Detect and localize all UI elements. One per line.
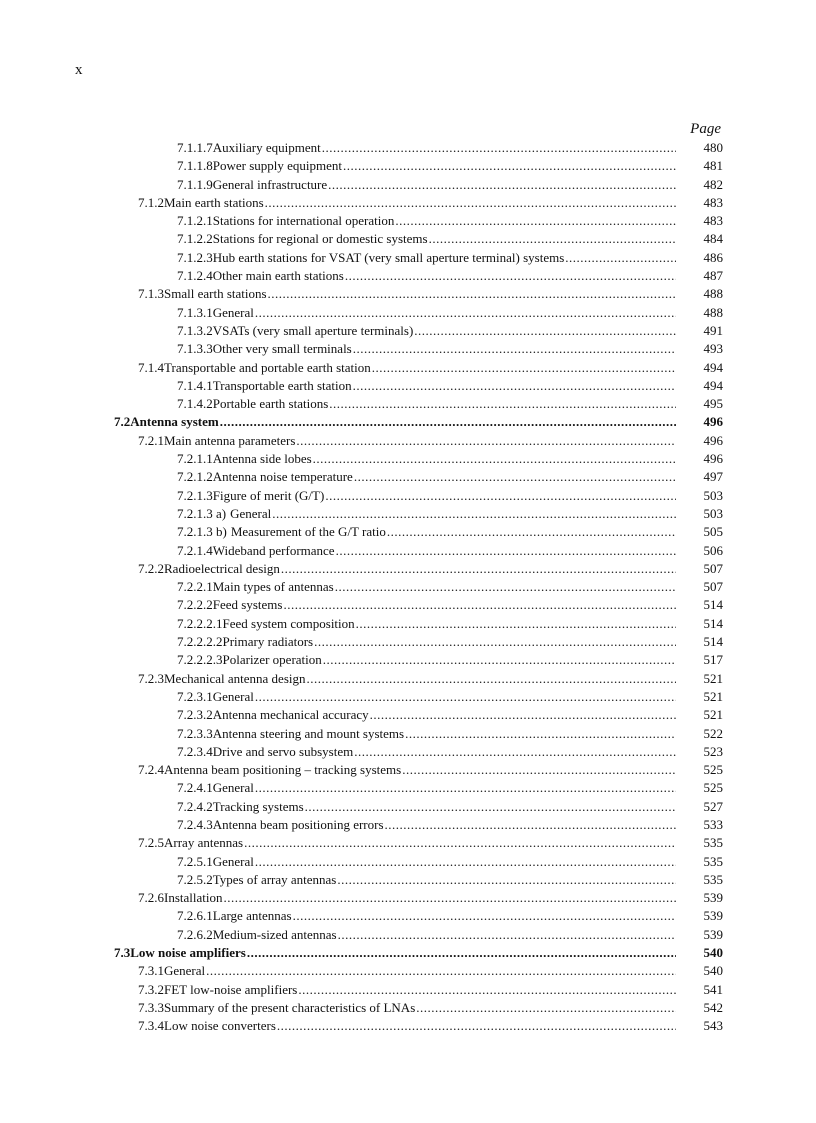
toc-section-number: 7.2.2.1 — [177, 579, 213, 595]
toc-entry[interactable] — [0, 395, 816, 413]
toc-page-number: 539 — [703, 908, 723, 924]
toc-entry-text — [177, 139, 676, 157]
toc-entry[interactable] — [0, 981, 816, 999]
toc-section-title: Figure of merit (G/T) — [212, 487, 325, 503]
toc-entry[interactable] — [0, 249, 816, 267]
dot-leader — [387, 523, 676, 541]
dot-leader — [272, 505, 676, 523]
toc-entry-text — [177, 542, 676, 560]
toc-entry[interactable] — [0, 194, 816, 212]
toc-page-number: 514 — [703, 634, 723, 650]
toc-page-number: 495 — [703, 396, 723, 412]
dot-leader — [325, 487, 676, 505]
toc-entry-text — [177, 633, 676, 651]
toc-section-number: 7.2.3.1 — [177, 688, 213, 704]
toc-entry[interactable] — [0, 944, 816, 962]
toc-section-title: General infrastructure — [212, 176, 328, 192]
toc-entry-text — [177, 487, 676, 505]
toc-page-number: 541 — [703, 981, 723, 997]
toc-section-number: 7.2.2.2.2 — [177, 634, 223, 650]
toc-section-title: Power supply equipment — [212, 158, 343, 174]
toc-page-number: 481 — [703, 158, 723, 174]
toc-page-number: 527 — [703, 798, 723, 814]
toc-entry[interactable] — [0, 907, 816, 925]
toc-section-title: VSATs (very small aperture terminals) — [212, 322, 414, 338]
toc-section-title: Array antennas — [164, 835, 244, 851]
toc-section-title: Tracking systems — [212, 798, 304, 814]
toc-page-number: 535 — [703, 871, 723, 887]
toc-page-number: 496 — [703, 414, 723, 430]
toc-entry[interactable] — [0, 560, 816, 578]
toc-entry[interactable] — [0, 615, 816, 633]
toc-entry[interactable] — [0, 962, 816, 980]
toc-entry-text — [177, 340, 676, 358]
toc-section-number: 7.2.6 — [138, 890, 164, 906]
toc-entry-text — [177, 450, 676, 468]
dot-leader — [281, 560, 676, 578]
toc-page-number: 507 — [703, 560, 723, 576]
toc-section-number: 7.2.2 — [138, 560, 164, 576]
toc-entry[interactable] — [0, 871, 816, 889]
toc-entry[interactable] — [0, 816, 816, 834]
dot-leader — [405, 725, 676, 743]
dot-leader — [220, 413, 676, 431]
toc-section-title: Installation — [164, 890, 223, 906]
toc-section-number: 7.2.1.2 — [177, 469, 213, 485]
toc-page-number: 535 — [703, 835, 723, 851]
toc-page-number: 517 — [703, 652, 723, 668]
toc-section-number: 7.2.6.2 — [177, 926, 213, 942]
toc-section-number: 7.2 — [114, 414, 131, 430]
toc-section-title: General — [212, 780, 254, 796]
toc-entry[interactable] — [0, 542, 816, 560]
toc-entry[interactable] — [0, 505, 816, 523]
toc-section-title: Antenna mechanical accuracy — [212, 707, 369, 723]
toc-section-number: 7.2.1.3 — [177, 487, 213, 503]
toc-page-number: 494 — [703, 377, 723, 393]
toc-page-number: 496 — [703, 432, 723, 448]
toc-section-title: General — [212, 853, 254, 869]
toc-section-title: Drive and servo subsystem — [212, 743, 354, 759]
toc-entry-text — [177, 176, 676, 194]
toc-entry-text — [138, 962, 676, 980]
toc-section-number: 7.1.2.1 — [177, 213, 213, 229]
toc-page-number: 525 — [703, 780, 723, 796]
toc-section-title: Antenna side lobes — [212, 451, 312, 467]
toc-section-title: Wideband performance — [212, 542, 335, 558]
toc-entry[interactable] — [0, 670, 816, 688]
dot-leader — [416, 999, 676, 1017]
dot-leader — [244, 834, 676, 852]
toc-page-number: 514 — [703, 615, 723, 631]
toc-entry-text — [138, 560, 676, 578]
toc-section-title: Measurement of the G/T ratio — [230, 524, 386, 540]
dot-leader — [322, 139, 676, 157]
toc-page-number: 543 — [703, 1018, 723, 1034]
toc-section-number: 7.1.2.4 — [177, 268, 213, 284]
dot-leader — [336, 542, 676, 560]
toc-page-number: 484 — [703, 231, 723, 247]
dot-leader — [283, 596, 676, 614]
toc-page-number: 539 — [703, 926, 723, 942]
toc-section-title: Antenna steering and mount systems — [212, 725, 405, 741]
toc-section-title: General — [230, 505, 272, 521]
toc-entry-text — [177, 871, 676, 889]
toc-page-number: 521 — [703, 688, 723, 704]
toc-entry[interactable] — [0, 285, 816, 303]
toc-page-number: 539 — [703, 890, 723, 906]
dot-leader — [395, 212, 676, 230]
toc-section-title: Hub earth stations for VSAT (very small aperture terminal) systems — [212, 249, 565, 265]
toc-section-title: Stations for regional or domestic systems — [212, 231, 428, 247]
dot-leader — [328, 176, 676, 194]
toc-entry[interactable] — [0, 468, 816, 486]
toc-section-number: 7.2.2.2 — [177, 597, 213, 613]
toc-entry-text — [177, 853, 676, 871]
toc-entry-text — [138, 194, 676, 212]
dot-leader — [255, 853, 676, 871]
toc-section-number: 7.1.4.1 — [177, 377, 213, 393]
toc-section-number: 7.1.1.9 — [177, 176, 213, 192]
dot-leader — [345, 267, 676, 285]
dot-leader — [224, 889, 677, 907]
dot-leader — [429, 230, 676, 248]
toc-section-title: Main earth stations — [164, 194, 264, 210]
toc-section-title: Feed systems — [212, 597, 283, 613]
toc-section-number: 7.3.1 — [138, 963, 164, 979]
toc-section-number: 7.1.3.1 — [177, 304, 213, 320]
dot-leader — [255, 304, 676, 322]
toc-section-number: 7.2.3.3 — [177, 725, 213, 741]
toc-page-number: 483 — [703, 213, 723, 229]
toc-section-title: Small earth stations — [164, 286, 267, 302]
toc-entry[interactable] — [0, 267, 816, 285]
dot-leader — [385, 816, 676, 834]
toc-entry[interactable] — [0, 999, 816, 1017]
toc-entry-text — [138, 285, 676, 303]
dot-leader — [354, 743, 676, 761]
toc-entry-text — [177, 249, 676, 267]
toc-section-number: 7.1.2.3 — [177, 249, 213, 265]
dot-leader — [356, 615, 676, 633]
toc-entry-text — [177, 725, 676, 743]
toc-entry-text — [177, 322, 676, 340]
toc-entry-text — [138, 432, 676, 450]
dot-leader — [268, 285, 676, 303]
toc-entry[interactable] — [0, 487, 816, 505]
toc-page-number: 493 — [703, 341, 723, 357]
toc-section-title: Radioelectrical design — [164, 560, 280, 576]
dot-leader — [255, 688, 676, 706]
toc-section-title: Antenna beam positioning errors — [212, 816, 384, 832]
toc-page-number: 486 — [703, 249, 723, 265]
toc-entry[interactable] — [0, 322, 816, 340]
toc-entry[interactable] — [0, 340, 816, 358]
toc-entry-text — [177, 212, 676, 230]
toc-section-number: 7.1.2.2 — [177, 231, 213, 247]
toc-section-title: Types of array antennas — [212, 871, 337, 887]
toc-entry-text — [177, 468, 676, 486]
toc-entry-text — [138, 981, 676, 999]
toc-page-number: 488 — [703, 286, 723, 302]
toc-section-number: 7.1.3.2 — [177, 322, 213, 338]
toc-section-title: Polarizer operation — [222, 652, 322, 668]
toc-entry[interactable] — [0, 761, 816, 779]
toc-section-number: 7.1.2 — [138, 194, 164, 210]
toc-page-number: 521 — [703, 670, 723, 686]
toc-section-title: Portable earth stations — [212, 396, 329, 412]
toc-section-number: 7.2.1.4 — [177, 542, 213, 558]
toc-entry[interactable] — [0, 578, 816, 596]
toc-section-title: General — [212, 304, 254, 320]
toc-section-title: General — [212, 688, 254, 704]
toc-page-number: 496 — [703, 451, 723, 467]
dot-leader — [329, 395, 676, 413]
toc-section-number: 7.2.5.1 — [177, 853, 213, 869]
toc-section-number: 7.2.1.3 b) — [177, 524, 227, 540]
toc-entry[interactable] — [0, 432, 816, 450]
toc-entry-text — [177, 688, 676, 706]
toc-entry-text — [177, 816, 676, 834]
toc-entry-text — [177, 505, 676, 523]
toc-page-number: 503 — [703, 505, 723, 521]
dot-leader — [255, 779, 676, 797]
toc-page-number: 491 — [703, 322, 723, 338]
toc-entry-text — [114, 944, 676, 962]
toc-entry[interactable] — [0, 1017, 816, 1035]
toc-section-number: 7.2.4.1 — [177, 780, 213, 796]
toc-entry[interactable] — [0, 377, 816, 395]
toc-entry[interactable] — [0, 743, 816, 761]
toc-entry[interactable] — [0, 212, 816, 230]
toc-entry[interactable] — [0, 926, 816, 944]
toc-entry[interactable] — [0, 230, 816, 248]
toc-entry-text — [177, 578, 676, 596]
toc-entry-text — [177, 907, 676, 925]
toc-entry[interactable] — [0, 633, 816, 651]
dot-leader — [335, 578, 676, 596]
toc-section-number: 7.2.1 — [138, 432, 164, 448]
toc-section-number: 7.1.1.8 — [177, 158, 213, 174]
toc-page-number: 525 — [703, 762, 723, 778]
toc-section-number: 7.2.5 — [138, 835, 164, 851]
toc-section-number: 7.1.1.7 — [177, 140, 213, 155]
toc-section-number: 7.2.1.1 — [177, 451, 213, 467]
toc-section-title: Other very small terminals — [212, 341, 352, 357]
dot-leader — [277, 1017, 676, 1035]
toc-section-title: Stations for international operation — [212, 213, 395, 229]
toc-section-number: 7.3.2 — [138, 981, 164, 997]
toc-page-number: 480 — [703, 140, 723, 155]
toc-page-number: 487 — [703, 268, 723, 284]
toc-entry[interactable] — [0, 779, 816, 797]
toc-section-number: 7.2.5.2 — [177, 871, 213, 887]
dot-leader — [293, 907, 676, 925]
dot-leader — [372, 359, 676, 377]
toc-entry[interactable] — [0, 651, 816, 669]
toc-page-number: 522 — [703, 725, 723, 741]
dot-leader — [296, 432, 676, 450]
dot-leader — [343, 157, 676, 175]
toc-section-number: 7.2.4.3 — [177, 816, 213, 832]
toc-page-number: 506 — [703, 542, 723, 558]
toc-entry-text — [138, 834, 676, 852]
dot-leader — [338, 926, 676, 944]
dot-leader — [354, 468, 676, 486]
toc-entry-text — [177, 706, 676, 724]
toc-section-title: Summary of the present characteristics of LNAs — [164, 999, 416, 1015]
toc-section-title: Auxiliary equipment — [212, 140, 321, 155]
toc-section-number: 7.2.3.4 — [177, 743, 213, 759]
toc-section-title: Other main earth stations — [212, 268, 344, 284]
toc-page-number: 540 — [703, 945, 723, 961]
toc-entry[interactable] — [0, 725, 816, 743]
toc-entry-text — [138, 999, 676, 1017]
toc-section-title: Antenna beam positioning – tracking systems — [164, 762, 402, 778]
dot-leader — [353, 377, 676, 395]
toc-section-number: 7.2.2.2.3 — [177, 652, 223, 668]
toc-entry[interactable] — [0, 706, 816, 724]
toc-section-number: 7.1.3 — [138, 286, 164, 302]
toc-entry[interactable] — [0, 523, 816, 541]
toc-section-title: Antenna system — [130, 414, 219, 430]
toc-section-number: 7.2.6.1 — [177, 908, 213, 924]
toc-entry[interactable] — [0, 834, 816, 852]
toc-page-number: 533 — [703, 816, 723, 832]
dot-leader — [414, 322, 676, 340]
toc-section-title: Low noise amplifiers — [130, 945, 246, 961]
toc-entry-text — [177, 157, 676, 175]
toc-page-number: 497 — [703, 469, 723, 485]
toc-section-title: General — [164, 963, 206, 979]
dot-leader — [305, 798, 676, 816]
toc-entry-text — [138, 761, 676, 779]
dot-leader — [370, 706, 676, 724]
toc-entry-text — [177, 779, 676, 797]
toc-section-title: Main types of antennas — [212, 579, 334, 595]
dot-leader — [206, 962, 676, 980]
dot-leader — [337, 871, 676, 889]
toc-section-title: Main antenna parameters — [164, 432, 296, 448]
toc-entry[interactable] — [0, 889, 816, 907]
toc-entry-text — [138, 359, 676, 377]
toc-page-number: 523 — [703, 743, 723, 759]
toc-page-number: 535 — [703, 853, 723, 869]
toc-entry-text — [177, 304, 676, 322]
toc-section-number: 7.2.4.2 — [177, 798, 213, 814]
toc-section-title: FET low-noise amplifiers — [164, 981, 298, 997]
toc-entry[interactable] — [0, 157, 816, 175]
toc-page-number: 503 — [703, 487, 723, 503]
toc-entry-text — [114, 413, 676, 431]
dot-leader — [314, 633, 676, 651]
toc-page-number: 507 — [703, 579, 723, 595]
toc-entry-text — [177, 523, 676, 541]
toc-entry[interactable] — [0, 304, 816, 322]
toc-entry-text — [177, 596, 676, 614]
toc-section-title: Antenna noise temperature — [212, 469, 353, 485]
toc-entry[interactable] — [0, 596, 816, 614]
toc-section-title: Transportable earth station — [212, 377, 352, 393]
toc-section-title: Low noise converters — [164, 1018, 276, 1034]
toc-section-title: Medium-sized antennas — [212, 926, 337, 942]
page-column-label: Page — [690, 121, 721, 137]
toc-entry[interactable] — [0, 413, 816, 431]
dot-leader — [323, 651, 676, 669]
toc-section-number: 7.1.3.3 — [177, 341, 213, 357]
toc-page-number: 542 — [703, 999, 723, 1015]
toc-section-title: Mechanical antenna design — [164, 670, 306, 686]
toc-entry-text — [138, 1017, 676, 1035]
dot-leader — [353, 340, 676, 358]
toc-section-title: Large antennas — [212, 908, 292, 924]
dot-leader — [565, 249, 676, 267]
toc-section-number: 7.2.3 — [138, 670, 164, 686]
toc-section-number: 7.2.1.3 a) — [177, 505, 227, 521]
toc-entry[interactable] — [0, 359, 816, 377]
toc-entry[interactable] — [0, 139, 816, 157]
toc-entry[interactable] — [0, 798, 816, 816]
toc-entry-text — [177, 798, 676, 816]
toc-section-number: 7.1.4 — [138, 359, 164, 375]
toc-section-number: 7.3.4 — [138, 1018, 164, 1034]
toc-entry[interactable] — [0, 176, 816, 194]
dot-leader — [247, 944, 676, 962]
toc-entry-text — [177, 267, 676, 285]
toc-entry-text — [177, 615, 676, 633]
toc-section-number: 7.2.4 — [138, 762, 164, 778]
toc-page-number: 521 — [703, 707, 723, 723]
dot-leader — [265, 194, 676, 212]
toc-entry[interactable] — [0, 853, 816, 871]
toc-page-number: 505 — [703, 524, 723, 540]
toc-entry-text — [138, 889, 676, 907]
toc-section-title: Transportable and portable earth station — [164, 359, 371, 375]
dot-leader — [298, 981, 676, 999]
table-of-contents — [0, 139, 816, 1036]
toc-entry-text — [177, 926, 676, 944]
toc-entry-text — [177, 743, 676, 761]
dot-leader — [307, 670, 677, 688]
toc-section-number: 7.2.3.2 — [177, 707, 213, 723]
toc-entry-text — [177, 377, 676, 395]
toc-section-title: Feed system composition — [222, 615, 355, 631]
toc-entry-text — [177, 230, 676, 248]
toc-section-number: 7.3 — [114, 945, 131, 961]
toc-page-number: 514 — [703, 597, 723, 613]
toc-page-number: 494 — [703, 359, 723, 375]
toc-page-number: 488 — [703, 304, 723, 320]
toc-page-number: 483 — [703, 194, 723, 210]
page-number: x — [75, 62, 83, 78]
toc-entry-text — [138, 670, 676, 688]
toc-section-number: 7.3.3 — [138, 999, 164, 1015]
toc-page-number: 540 — [703, 963, 723, 979]
toc-page-number: 482 — [703, 176, 723, 192]
toc-section-number: 7.1.4.2 — [177, 396, 213, 412]
toc-section-number: 7.2.2.2.1 — [177, 615, 223, 631]
dot-leader — [313, 450, 676, 468]
toc-entry[interactable] — [0, 450, 816, 468]
toc-section-title: Primary radiators — [222, 634, 314, 650]
toc-entry[interactable] — [0, 688, 816, 706]
toc-entry-text — [177, 395, 676, 413]
dot-leader — [402, 761, 676, 779]
toc-entry-text — [177, 651, 676, 669]
